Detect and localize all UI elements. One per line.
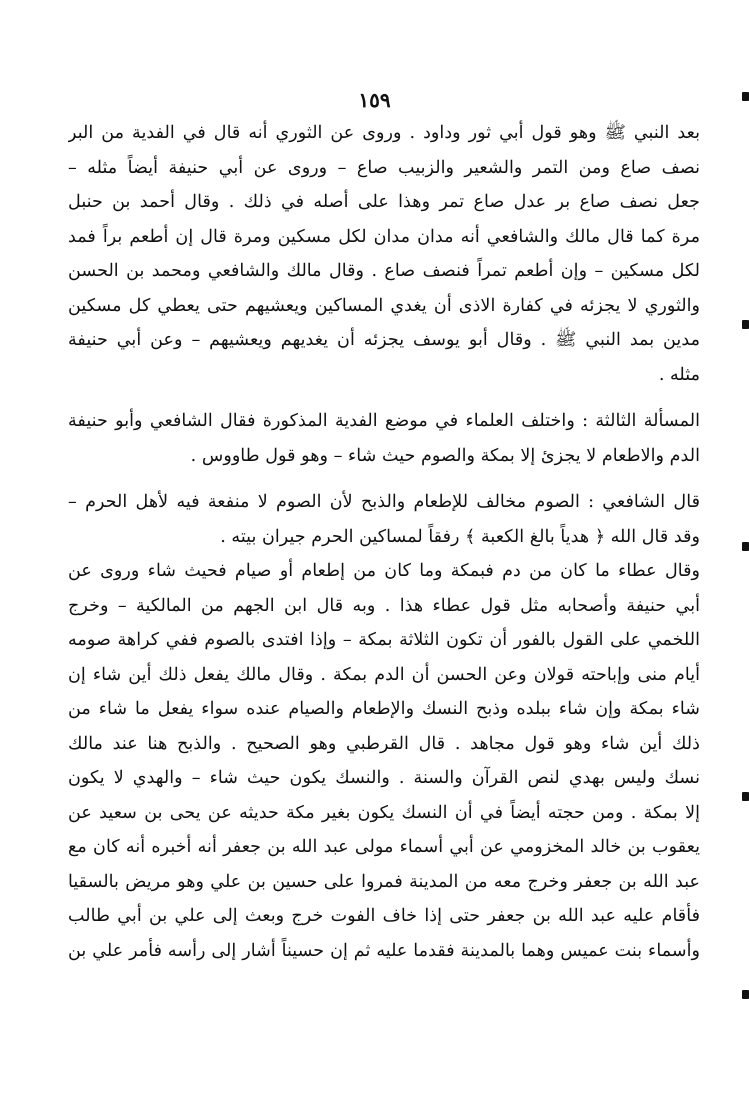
scan-mark (742, 320, 749, 329)
text-line: اللخمي على القول بالفور أن تكون الثلاثة بمكة – وإذا افتدى بالصوم ففي كراهة صومه (68, 630, 700, 650)
text-line: بعد النبي ﷺ وهو قول أبي ثور وداود . وروى عن الثوري أنه قال في الفدية من البر (68, 123, 700, 143)
text-line: شاء بمكة وإن شاء ببلده وذبح النسك والإطعام والصيام عنده سواء يفعل ما شاء من (68, 699, 700, 719)
text-line: فأقام عليه عبد الله بن جعفر حتى إذا خاف الفوت خرج وبعث إلى علي بن أبي طالب (68, 906, 700, 926)
text-line: وقال عطاء ما كان من دم فبمكة وما كان من إطعام أو صيام فحيث شاء وروى عن (68, 561, 700, 581)
scan-mark (742, 792, 749, 801)
text-line: نسك وليس بهدي لنص القرآن والسنة . والنسك يكون حيث شاء – والهدي لا يكون (68, 768, 700, 788)
text-line: يعقوب بن خالد المخزومي عن أبي أسماء مولى عبد الله بن جعفر أنه أخبره أنه كان مع (68, 837, 700, 857)
text-line: المسألة الثالثة : واختلف العلماء في موضع الفدية المذكورة فقال الشافعي وأبو حنيفة (68, 411, 700, 431)
text-line: مرة كما قال مالك والشافعي أنه مدان مدان لكل مسكين ومرة قال إن أطعم براً فمد (68, 226, 700, 247)
text-line: الدم والاطعام لا يجزئ إلا بمكة والصوم حيث شاء – وهو قول طاووس . (190, 445, 700, 466)
text-line: أيام منى وإباحته قولان وعن الحسن أن الدم بمكة . وقال مالك يفعل ذلك أين شاء إن (68, 664, 700, 685)
paragraph-gap (68, 473, 700, 485)
page-number: ١٥٩ (358, 88, 391, 112)
text-line: عبد الله بن جعفر وخرج معه من المدينة فمروا على حسين بن علي وهو مريض بالسقيا (68, 871, 700, 892)
text-line: وأسماء بنت عميس وهما بالمدينة فقدما عليه ثم إن حسيناً أشار إلى رأسه فأمر علي بن (68, 940, 700, 961)
text-line: نصف صاع ومن التمر والشعير والزبيب صاع – وروى عن أبي حنيفة أيضاً مثله – (68, 157, 700, 178)
text-line: مدين بمد النبي ﷺ . وقال أبو يوسف يجزئه أن يغديهم ويعشيهم – وعن أبي حنيفة (68, 330, 700, 350)
text-line: قال الشافعي : الصوم مخالف للإطعام والذبح لأن الصوم لا منفعة فيه لأهل الحرم – (68, 492, 700, 512)
scan-mark (742, 92, 749, 101)
text-line: وقد قال الله ﴿ هدياً بالغ الكعبة ﴾ رفقاً لمساكين الحرم جيران بيته . (220, 526, 700, 547)
text-line: إلا بمكة . ومن حجته أيضاً في أن النسك يكون بغير مكة حديثه عن يحى بن سعيد عن (68, 802, 700, 823)
text-line: والثوري لا يجزئه في كفارة الاذى أن يغدي المساكين ويعشيهم حتى يعطي كل مسكين (68, 295, 700, 316)
text-line: جعل نصف صاع بر عدل صاع تمر وهذا على أصله في ذلك . وقال أحمد بن حنبل (68, 192, 700, 212)
text-line: ذلك أين شاء وهو قول مجاهد . قال القرطبي وهو الصحيح . والذبح هنا عند مالك (68, 733, 700, 754)
text-line: لكل مسكين – وإن أطعم تمراً فنصف صاع . وقال مالك والشافعي ومحمد بن الحسن (68, 261, 700, 281)
text-line: مثله . (658, 364, 700, 385)
paragraph-gap (68, 392, 700, 404)
body-text (68, 116, 700, 968)
scan-mark (742, 542, 749, 551)
scan-mark (742, 990, 749, 999)
text-line: أبي حنيفة وأصحابه مثل قول عطاء هذا . وبه قال ابن الجهم من المالكية – وخرج (68, 595, 700, 616)
